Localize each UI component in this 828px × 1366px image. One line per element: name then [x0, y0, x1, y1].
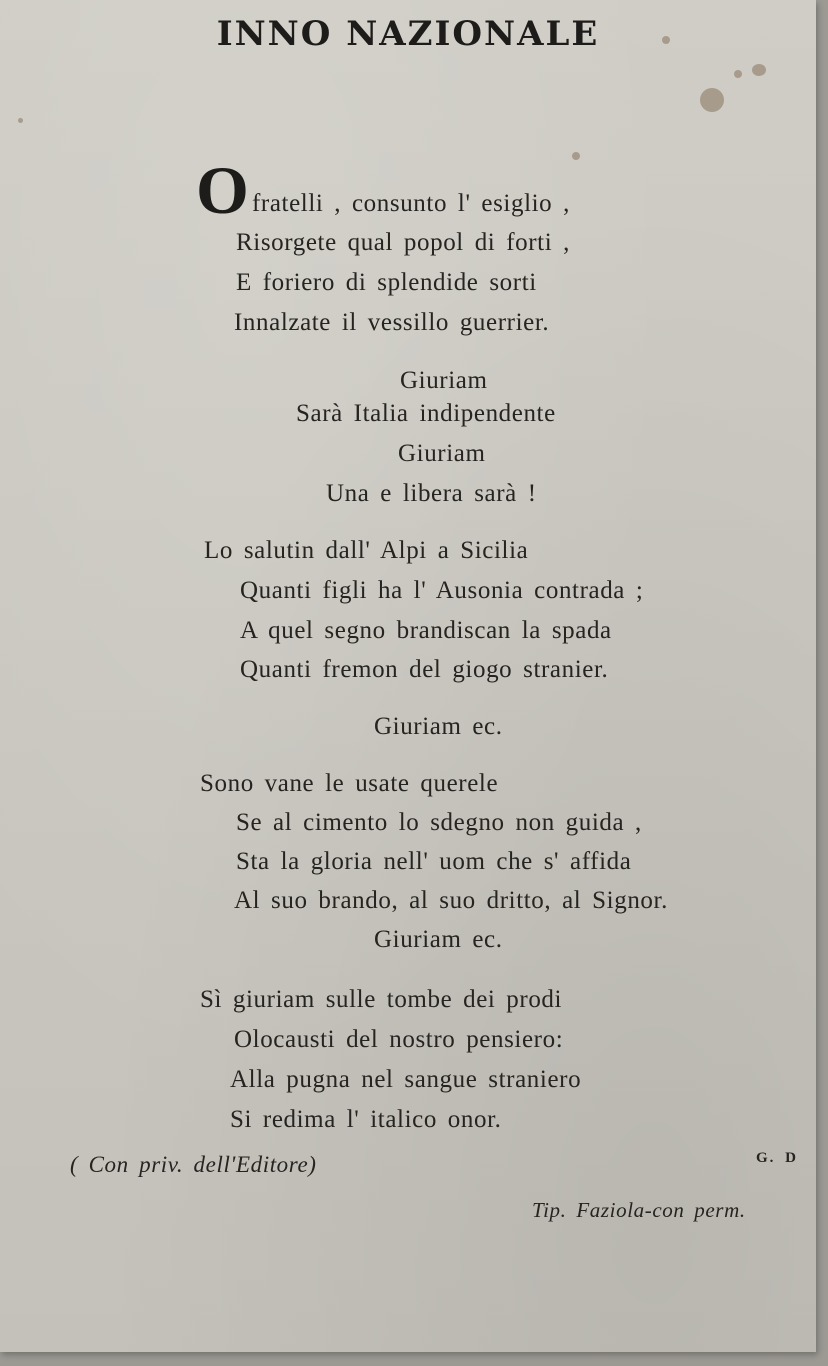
stanza4-line3: Alla pugna nel sangue straniero — [230, 1066, 582, 1093]
refrain-1: Giuriam ec. — [374, 713, 503, 740]
stanza4-line1: Sì giuriam sulle tombe dei prodi — [200, 986, 563, 1013]
stanza4-line4: Si redima l' italico onor. — [230, 1106, 502, 1133]
stain-mark — [700, 88, 724, 112]
stanza2-line1: Lo salutin dall' Alpi a Sicilia — [204, 537, 529, 564]
chorus-line3: Giuriam — [398, 440, 486, 467]
stain-mark — [572, 152, 580, 160]
stanza2-line2: Quanti figli ha l' Ausonia contrada ; — [240, 577, 644, 604]
author-initials: G. D — [756, 1150, 798, 1166]
refrain-2: Giuriam ec. — [374, 926, 503, 953]
drop-cap: O — [196, 152, 249, 228]
stanza3-line1: Sono vane le usate querele — [200, 770, 499, 797]
chorus-line4: Una e libera sarà ! — [326, 480, 537, 507]
stain-mark — [734, 70, 742, 78]
stanza1-line2: Risorgete qual popol di forti , — [236, 229, 570, 256]
stain-mark — [18, 118, 23, 123]
stanza4-line2: Olocausti del nostro pensiero: — [234, 1026, 564, 1053]
stanza3-line4: Al suo brando, al suo dritto, al Signor. — [234, 887, 668, 914]
printer-credit: Tip. Faziola-con perm. — [532, 1198, 746, 1222]
stanza3-line3: Sta la gloria nell' uom che s' affida — [236, 848, 632, 875]
chorus-line1: Giuriam — [400, 367, 488, 394]
stanza2-line4: Quanti fremon del giogo stranier. — [240, 656, 609, 683]
stain-mark — [752, 64, 766, 76]
stanza1-line1: fratelli , consunto l' esiglio , — [252, 190, 570, 217]
stanza1-line3: E foriero di splendide sorti — [236, 269, 537, 296]
chorus-line2: Sarà Italia indipendente — [296, 400, 556, 427]
stanza3-line2: Se al cimento lo sdegno non guida , — [236, 809, 642, 836]
page-title: INNO NAZIONALE — [216, 14, 600, 54]
stanza2-line3: A quel segno brandiscan la spada — [240, 617, 612, 644]
stanza1-line4: Innalzate il vessillo guerrier. — [234, 309, 550, 336]
privilege-note: ( Con priv. dell'Editore) — [70, 1152, 317, 1177]
